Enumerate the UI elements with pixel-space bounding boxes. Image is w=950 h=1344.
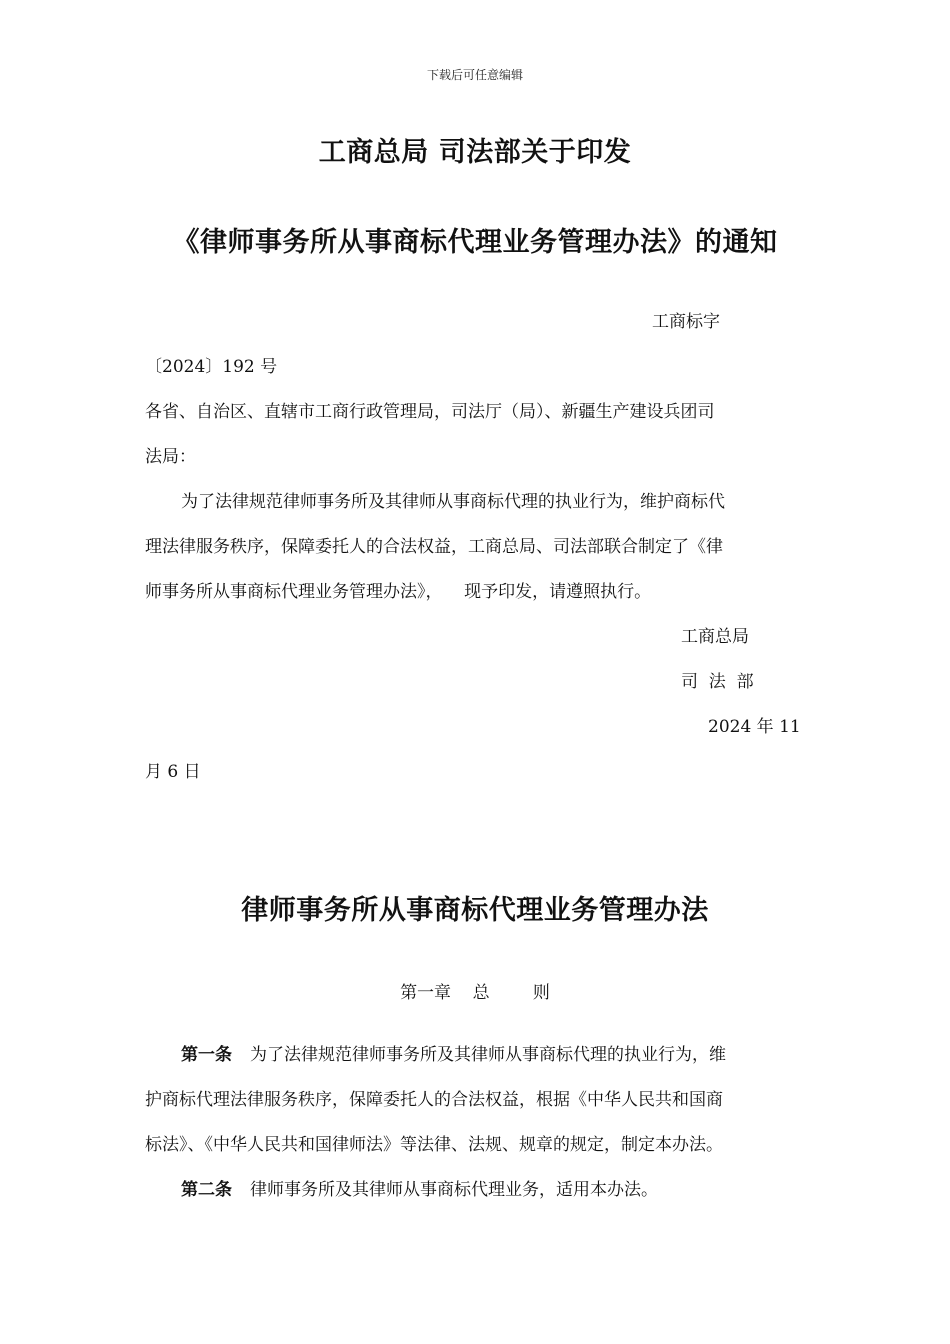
regulation-title: 律师事务所从事商标代理业务管理办法 (241, 895, 709, 926)
notice-body-line2: 理法律服务秩序，保障委托人的合法权益，工商总局、司法部联合制定了《律 (145, 537, 723, 557)
doc-number-part1: 工商标字 (652, 312, 720, 332)
article1-line2: 护商标代理法律服务秩序，保障委托人的合法权益，根据《中华人民共和国商 (145, 1090, 723, 1110)
addressee-line2: 法局： (145, 447, 196, 467)
doc-number-part2: 〔2024〕192 号 (145, 357, 278, 377)
addressee-line1: 各省、自治区、直辖市工商行政管理局，司法厅（局）、新疆生产建设兵团司 (145, 402, 715, 422)
notice-body-line1: 为了法律规范律师事务所及其律师从事商标代理的执业行为，维护商标代 (181, 492, 725, 512)
notice-title-line1: 工商总局 司法部关于印发 (318, 137, 632, 168)
signer-ministry: 司 法 部 (681, 672, 754, 692)
date-part2: 月 6 日 (145, 762, 201, 782)
chapter-heading: 第一章 总 则 (400, 983, 550, 1003)
article2-line1: 律师事务所及其律师从事商标代理业务，适用本办法。 (250, 1180, 658, 1200)
date-part1: 2024 年 11 (708, 717, 801, 737)
article2-first-line (181, 1178, 658, 1202)
article2-label: 第二条 (181, 1180, 232, 1200)
article1-line1: 为了法律规范律师事务所及其律师从事商标代理的执业行为，维 (250, 1045, 726, 1065)
signer-bureau: 工商总局 (681, 627, 749, 647)
article1-label: 第一条 (181, 1045, 232, 1065)
notice-body-line3: 师事务所从事商标代理业务管理办法》， 现予印发，请遵照执行。 (145, 582, 652, 602)
article1-first-line (181, 1043, 726, 1067)
article1-line3: 标法》、《中华人民共和国律师法》等法律、法规、规章的规定，制定本办法。 (145, 1135, 723, 1155)
notice-title-line2: 《律师事务所从事商标代理业务管理办法》的通知 (172, 227, 778, 258)
header-note: 下载后可任意编辑 (426, 68, 523, 82)
